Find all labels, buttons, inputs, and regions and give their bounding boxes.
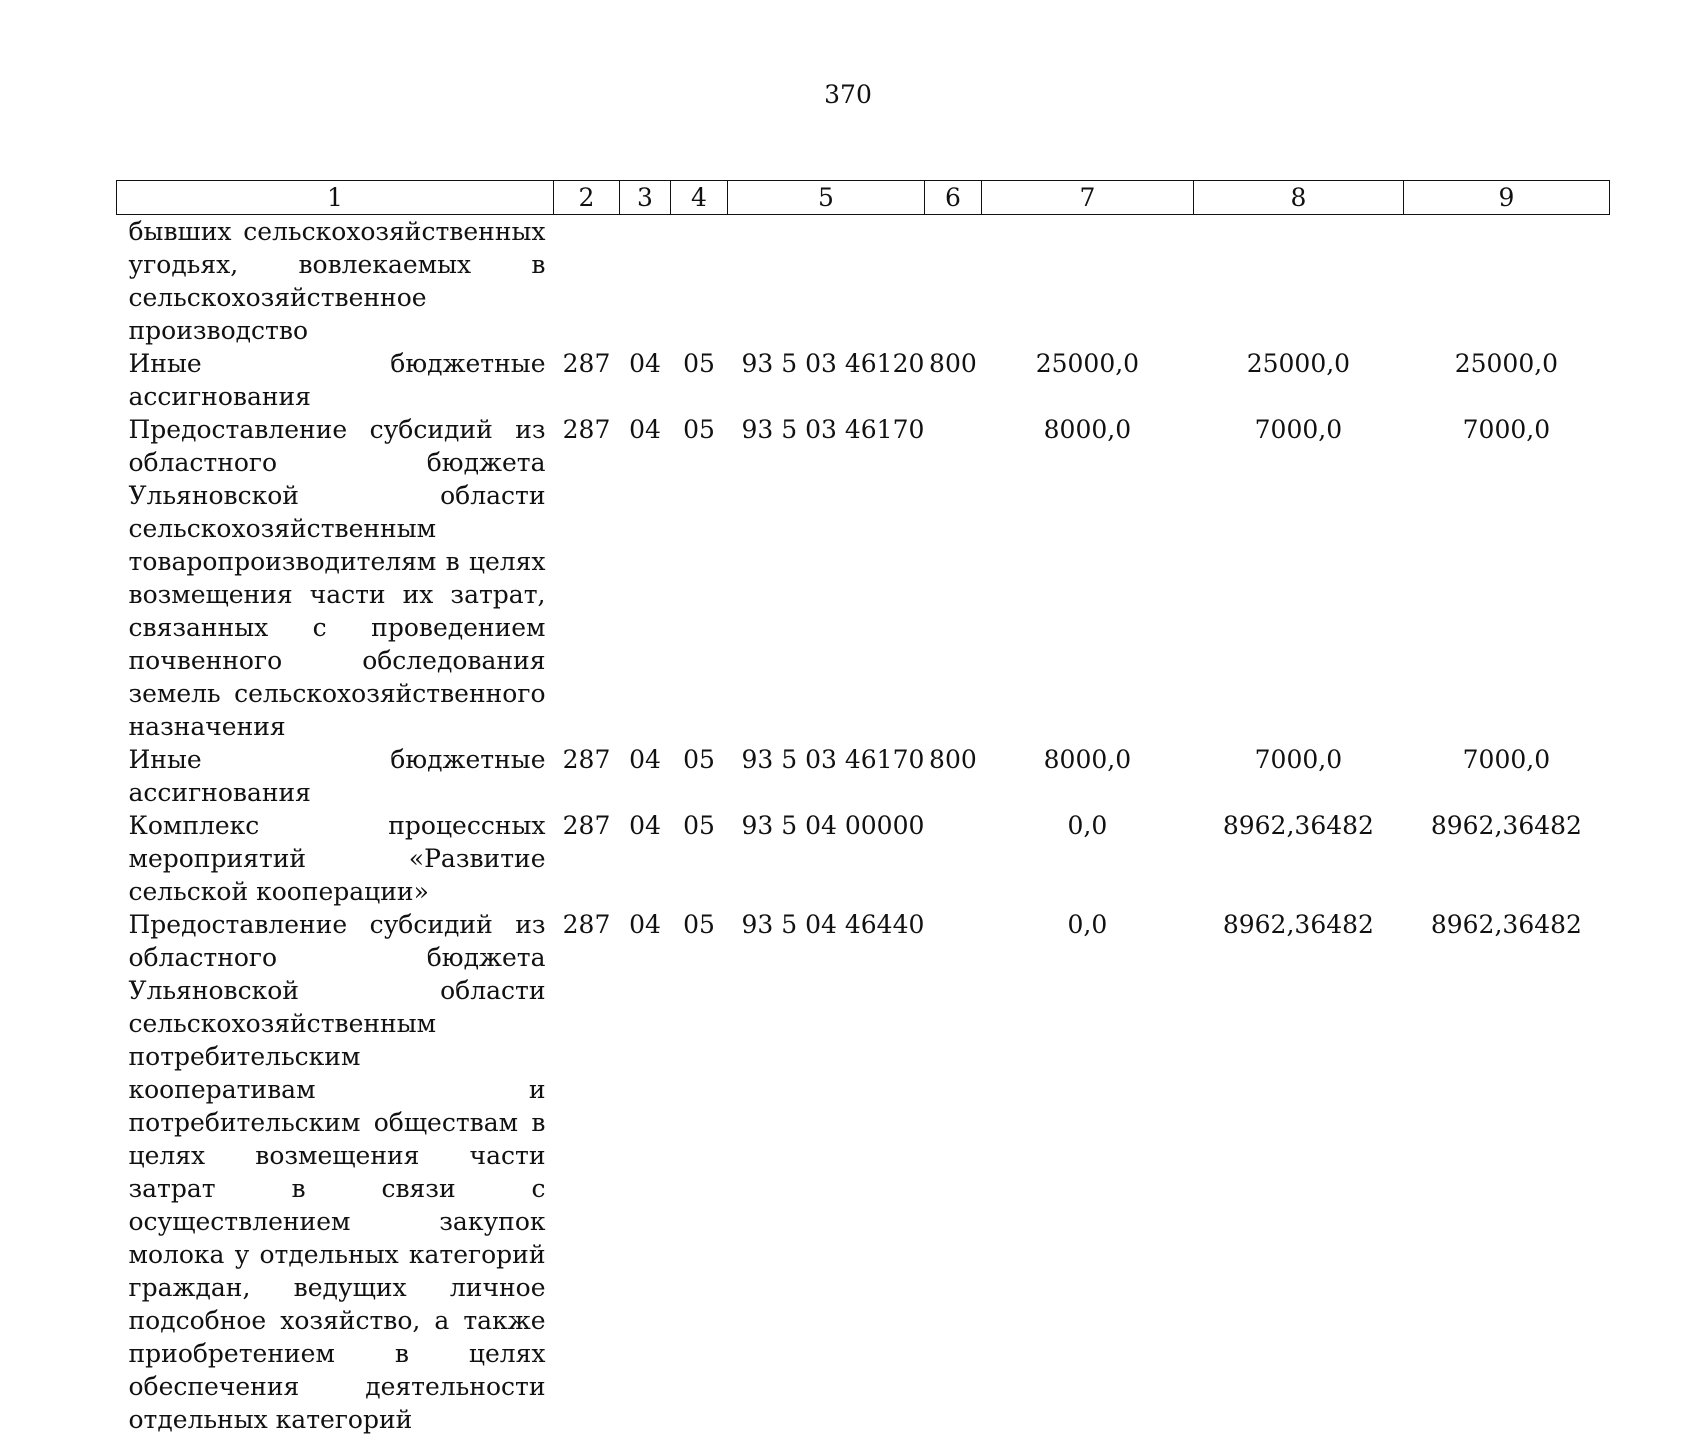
cell-amount-2: 7000,0 [1254,745,1343,774]
cell-expense-type: 800 [929,349,977,378]
cell-subsection: 05 [683,745,715,774]
cell-subsection: 05 [683,910,715,939]
table-row [117,347,1610,413]
table-row [117,743,1610,809]
cell-admin-code [554,215,620,348]
cell-amount-3: 8962,36482 [1430,910,1582,939]
cell-target-article: 93 5 04 00000 [741,811,925,840]
cell-expense-type: 800 [929,745,977,774]
row-name: Комплекс процессных мероприятий «Развитие сельской кооперации» [128,811,546,906]
cell-amount-2: 8962,36482 [1222,910,1374,939]
cell-expense-type [924,413,981,743]
cell-amount-1: 0,0 [1067,910,1108,939]
cell-section: 04 [629,811,661,840]
cell-section: 04 [629,349,661,378]
cell-admin-code: 287 [562,910,611,939]
header-col-8: 8 [1193,181,1403,215]
cell-subsection: 05 [683,811,715,840]
header-col-1: 1 [117,181,554,215]
cell-amount-1 [981,215,1193,348]
header-col-9: 9 [1403,181,1609,215]
cell-amount-2 [1193,215,1403,348]
cell-expense-type [924,809,981,908]
row-name: Предоставление субсидий из областного бюджета Ульяновской области сельскохозяйственным товаропроизводителям в целях возмещения части их затрат, связанных с проведением почвенного обследования земель сельскохозяйственного назначения [128,415,546,741]
cell-expense-type [924,908,981,1436]
cell-amount-1: 8000,0 [1043,745,1132,774]
header-col-4: 4 [671,181,728,215]
cell-subsection: 05 [683,415,715,444]
cell-amount-1: 0,0 [1067,811,1108,840]
table-row [117,908,1610,1436]
table-row [117,413,1610,743]
header-col-6: 6 [924,181,981,215]
cell-section: 04 [629,415,661,444]
cell-amount-3: 8962,36482 [1430,811,1582,840]
header-col-3: 3 [620,181,671,215]
cell-amount-1: 8000,0 [1043,415,1132,444]
cell-admin-code: 287 [562,415,611,444]
cell-target-article [728,215,925,348]
cell-amount-2: 25000,0 [1246,349,1351,378]
cell-amount-2: 8962,36482 [1222,811,1374,840]
cell-amount-3: 7000,0 [1462,745,1551,774]
cell-amount-1: 25000,0 [1035,349,1140,378]
row-name: Иные бюджетные ассигнования [128,349,546,411]
cell-amount-3 [1403,215,1609,348]
cell-amount-2: 7000,0 [1254,415,1343,444]
row-name: Предоставление субсидий из областного бюджета Ульяновской области сельскохозяйственным потребительским кооперативам и потребительским обществам в целях возмещения части затрат в связи с осуществлением закупок молока у отдельных категорий граждан, ведущих личное подсобное хозяйство, а также приобретением в целях обеспечения деятельности отдельных категорий [128,910,546,1434]
cell-section [620,215,671,348]
header-col-2: 2 [554,181,620,215]
cell-admin-code: 287 [562,349,611,378]
cell-target-article: 93 5 03 46170 [741,415,925,444]
cell-target-article: 93 5 03 46120 [741,349,925,378]
header-col-7: 7 [981,181,1193,215]
table-header-row [117,181,1610,215]
row-name: бывших сельскохозяйственных угодьях, вовлекаемых в сельскохозяйственное производство [128,217,546,345]
table-row [117,215,1610,348]
header-col-5: 5 [728,181,925,215]
cell-expense-type [924,215,981,348]
cell-section: 04 [629,745,661,774]
budget-table [116,180,1610,1436]
cell-target-article: 93 5 04 46440 [741,910,925,939]
cell-subsection: 05 [683,349,715,378]
cell-amount-3: 7000,0 [1462,415,1551,444]
cell-amount-3: 25000,0 [1454,349,1559,378]
table-row [117,809,1610,908]
row-name: Иные бюджетные ассигнования [128,745,546,807]
cell-admin-code: 287 [562,745,611,774]
cell-target-article: 93 5 03 46170 [741,745,925,774]
cell-subsection [671,215,728,348]
cell-section: 04 [629,910,661,939]
cell-admin-code: 287 [562,811,611,840]
page-number: 370 [824,80,872,109]
